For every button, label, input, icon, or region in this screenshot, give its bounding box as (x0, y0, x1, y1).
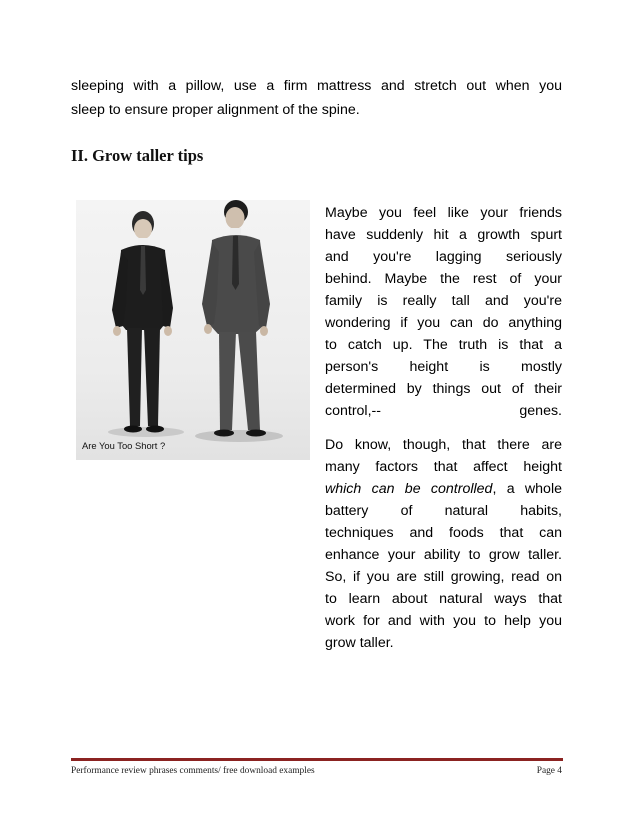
footer-title: Performance review phrases comments/ free download examples (71, 766, 315, 776)
paragraph2-line: work for and with you to help you (325, 613, 562, 629)
paragraph1-line: control,-- genes. (325, 403, 562, 419)
body-text-column (325, 202, 562, 654)
paragraph1-line: Maybe you feel like your friends (325, 205, 562, 221)
paragraph1-line: family is really tall and you're (325, 293, 562, 309)
paragraph1-line: wondering if you can do anything (325, 315, 562, 331)
photo-caption: Are You Too Short ? (82, 440, 166, 451)
paragraph1-line: determined by things out of their (325, 381, 562, 397)
intro-line-1: sleeping with a pillow, use a firm mattress and stretch out when you (71, 78, 562, 94)
italic-phrase: which can be controlled (325, 481, 493, 497)
paragraph1-line: have suddenly hit a growth spurt (325, 227, 562, 243)
paragraph2-line (325, 478, 562, 500)
paragraph1-line: and you're lagging seriously (325, 249, 562, 265)
paragraph2-line: Do know, though, that there are (325, 437, 562, 453)
tall-man-figure (202, 200, 270, 437)
paragraph1-line: to catch up. The truth is that a (325, 337, 562, 353)
paragraph1-line: person's height is mostly (325, 359, 562, 375)
page-number: Page 4 (536, 766, 562, 776)
photo-illustration (76, 200, 310, 460)
paragraph2-line: grow taller. (325, 635, 394, 651)
paragraph2-line: enhance your ability to grow taller. (325, 547, 562, 563)
intro-paragraph (71, 74, 562, 122)
paragraph2-line: techniques and foods that can (325, 525, 562, 541)
paragraph2-line: So, if you are still growing, read on (325, 569, 562, 585)
paragraph2-line-rest: , a whole (492, 481, 562, 497)
paragraph2-line: to learn about natural ways that (325, 591, 562, 607)
photo-two-men (76, 200, 310, 460)
paragraph-gap (325, 422, 562, 434)
section-heading: II. Grow taller tips (71, 146, 204, 165)
intro-line-2: sleep to ensure proper alignment of the spine. (71, 102, 360, 118)
paragraph2-line: many factors that affect height (325, 459, 562, 475)
footer-divider (71, 758, 563, 761)
paragraph1-line: behind. Maybe the rest of your (325, 271, 562, 287)
short-man-figure (112, 211, 173, 433)
paragraph2-line: battery of natural habits, (325, 503, 562, 519)
